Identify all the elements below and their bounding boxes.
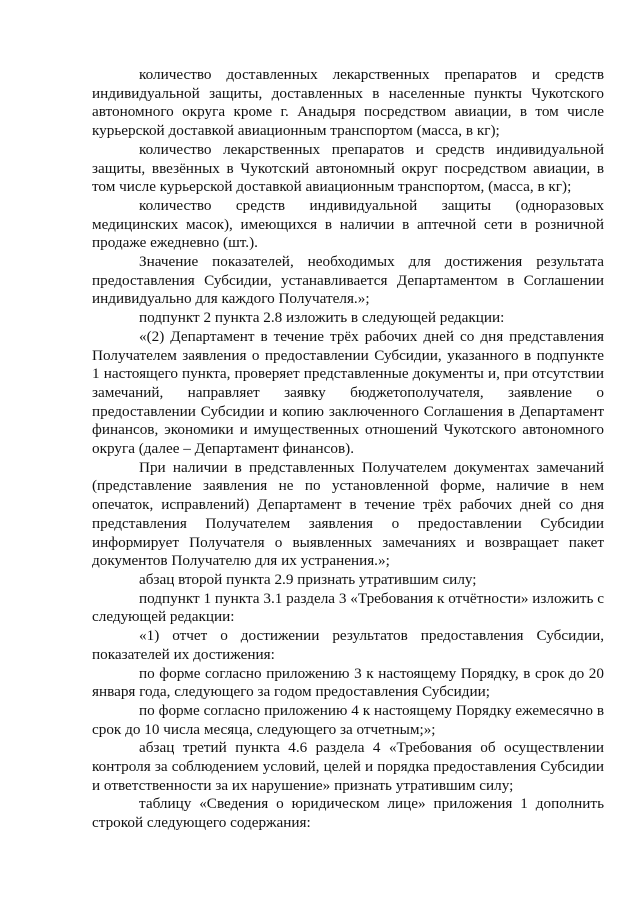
- paragraph-annual-form: по форме согласно приложению 3 к настоящему Порядку, в срок до 20 января года, следующего за годом предоставления Субсидии;: [92, 664, 604, 701]
- paragraph-monthly-form: по форме согласно приложению 4 к настоящему Порядку ежемесячно в срок до 10 числа месяца, следующего за отчетным;»;: [92, 701, 604, 738]
- paragraph-table-addition: таблицу «Сведения о юридическом лице» приложения 1 дополнить строкой следующего содержания:: [92, 795, 604, 832]
- paragraph-imported-medicines: количество лекарственных препаратов и средств индивидуальной защиты, ввезённых в Чукотский автономный округ посредством авиации, в том числе курьерской доставкой авиационным транспортом, (масса, в кг);: [92, 140, 604, 196]
- paragraph-department-review: «(2) Департамент в течение трёх рабочих дней со дня представления Получателем заявления о предоставлении Субсидии, указанного в подпункте 1 настоящего пункта, проверяет представленные документы и, при отсутствии замечаний, направляет заявку бюджетополучателя, заявление о предоставлении Субсидии и копию заключенного Соглашения в Департамент финансов, экономики и имущественных отношений Чукотского автономного округа (далее – Департамент финансов).: [92, 327, 604, 458]
- paragraph-clause-2-9: абзац второй пункта 2.9 признать утратившим силу;: [139, 570, 477, 588]
- paragraph-remarks: При наличии в представленных Получателем документах замечаний (представление заявления не по установленной форме, наличие в нем опечаток, исправлений) Департамент в течение трёх рабочих дней со дня представления Получателем заявления о предоставлении Субсидии информирует Получателя о выявленных замечаниях и возвращает пакет документов Получателю для их устранения.»;: [92, 458, 604, 570]
- paragraph-clause-3-1: подпункт 1 пункта 3.1 раздела 3 «Требования к отчётности» изложить с следующей редакции:: [92, 589, 604, 626]
- paragraph-masks-count: количество средств индивидуальной защиты (одноразовых медицинских масок), имеющихся в наличии в аптечной сети в розничной продаже ежедневно (шт.).: [92, 196, 604, 252]
- paragraph-subclause-2-8: подпункт 2 пункта 2.8 изложить в следующей редакции:: [139, 309, 505, 327]
- paragraph-report: «1) отчет о достижении результатов предоставления Субсидии, показателей их достижения:: [92, 627, 604, 663]
- paragraph-indicator-values: Значение показателей, необходимых для достижения результата предоставления Субсидии, устанавливается Департаментом в Соглашении индивидуально для каждого Получателя.»;: [92, 253, 604, 308]
- document-body: [92, 66, 604, 833]
- paragraph-clause-4-6: абзац третий пункта 4.6 раздела 4 «Требования об осуществлении контроля за соблюдением условий, целей и порядка предоставления Субсидии и ответственности за их нарушение» признать утратившим силу;: [92, 739, 604, 794]
- paragraph-delivered-medicines: количество доставленных лекарственных препаратов и средств индивидуальной защиты, доставленных в населенные пункты Чукотского автономного округа кроме г. Анадыря посредством авиации, в том числе курьерской доставкой авиационным транспортом (масса, в кг);: [92, 66, 604, 140]
